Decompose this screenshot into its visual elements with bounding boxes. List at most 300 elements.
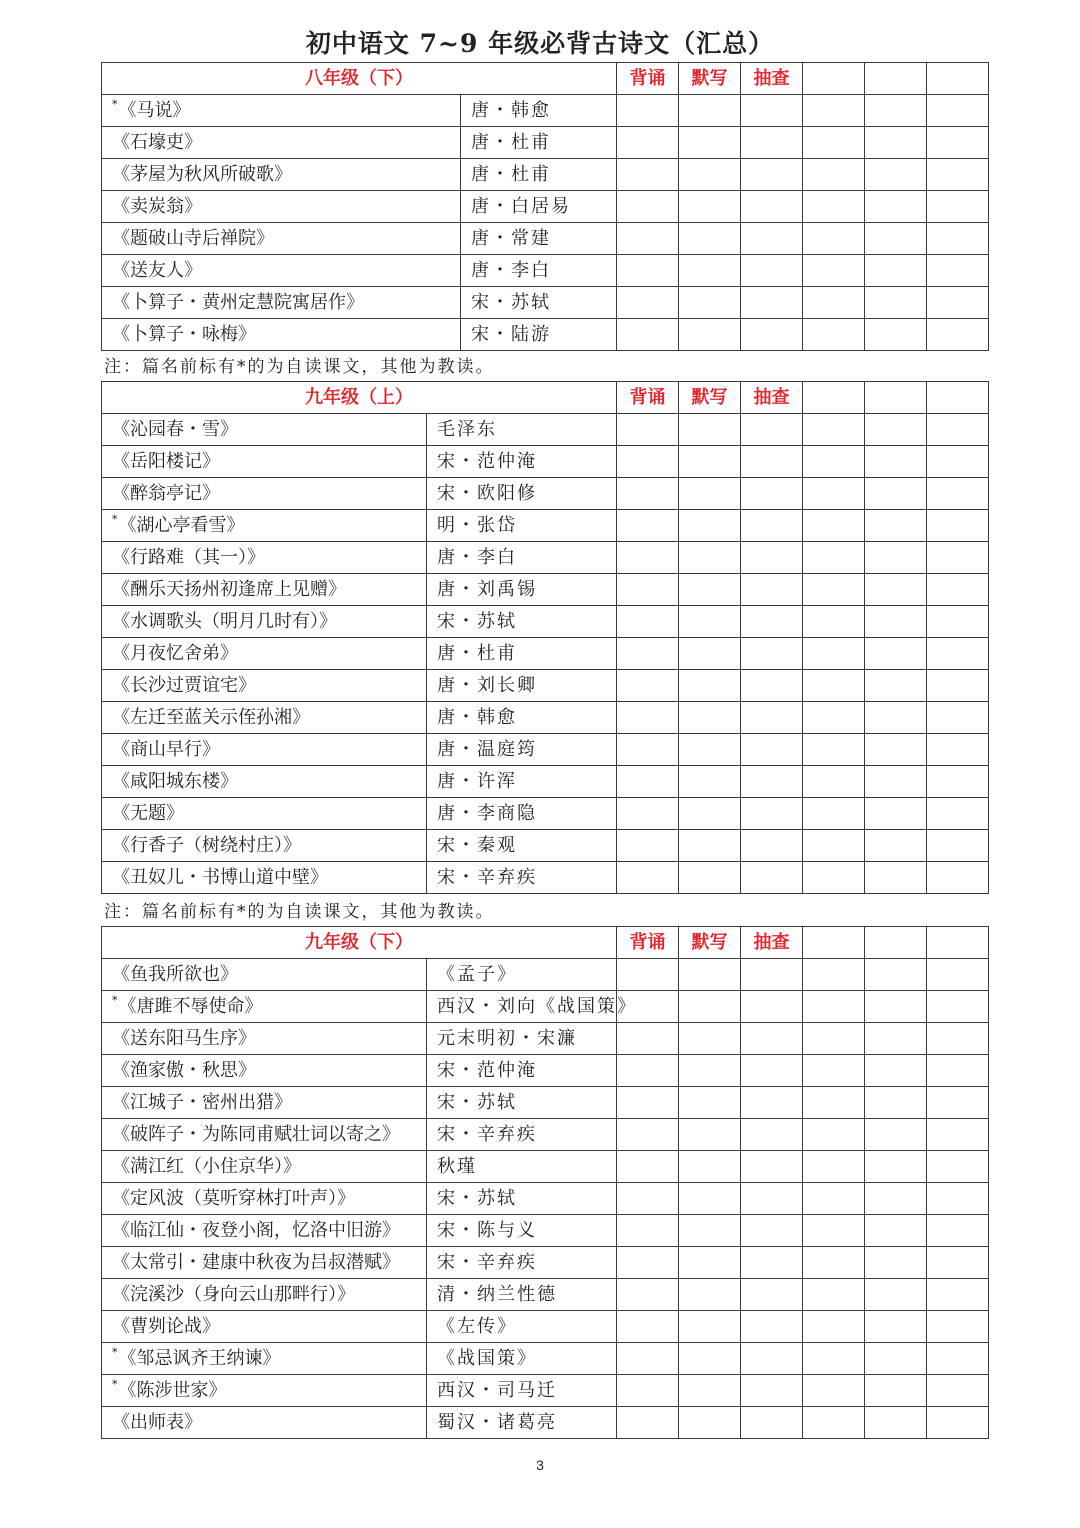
check-cell[interactable] [865,1023,927,1055]
check-cell[interactable] [803,1055,865,1087]
column-dictation: 默写 [679,382,741,414]
check-cell[interactable] [617,1151,679,1183]
column-recite: 背诵 [617,927,679,959]
poem-title-cell [102,1279,427,1311]
section-note: 注：篇名前标有*的为自读课文，其他为教读。 [104,357,495,377]
poem-title-cell [102,574,427,606]
check-cell[interactable] [803,127,865,159]
check-cell[interactable] [803,1407,865,1439]
check-cell[interactable] [927,1343,989,1375]
poem-title: 《酬乐天扬州初逢席上见赠》 [112,579,346,600]
check-cell[interactable] [803,542,865,574]
poem-title-cell [102,542,427,574]
check-cell[interactable] [865,1215,927,1247]
poem-author: 西汉・刘向《战国策》 [427,991,617,1023]
check-cell[interactable] [679,159,741,191]
check-cell[interactable] [803,670,865,702]
check-cell[interactable] [741,766,803,798]
check-cell[interactable] [741,1343,803,1375]
check-cell[interactable] [927,734,989,766]
check-cell[interactable] [803,319,865,351]
check-cell[interactable] [865,1375,927,1407]
check-cell[interactable] [679,127,741,159]
check-cell[interactable] [865,862,927,894]
check-cell[interactable] [803,862,865,894]
poem-author: 唐・刘禹锡 [427,574,617,606]
check-cell[interactable] [741,287,803,319]
check-cell[interactable] [927,766,989,798]
check-cell[interactable] [741,574,803,606]
check-cell[interactable] [741,1119,803,1151]
check-cell[interactable] [865,414,927,446]
check-cell[interactable] [741,95,803,127]
section-table-grade9-first [101,381,989,894]
check-cell[interactable] [617,1279,679,1311]
check-cell[interactable] [927,638,989,670]
section-table-grade9-second [101,926,989,1439]
poem-title-cell [102,991,427,1023]
check-cell[interactable] [865,798,927,830]
check-cell[interactable] [803,1279,865,1311]
check-cell[interactable] [927,1247,989,1279]
check-cell[interactable] [617,1055,679,1087]
poem-title-cell [102,95,461,127]
check-cell[interactable] [865,670,927,702]
check-cell[interactable] [741,1407,803,1439]
check-cell[interactable] [617,830,679,862]
poem-row [102,414,989,446]
check-cell[interactable] [617,414,679,446]
check-cell[interactable] [617,1119,679,1151]
poem-author: 宋・辛弃疾 [427,1247,617,1279]
check-cell[interactable] [803,1343,865,1375]
check-cell[interactable] [865,574,927,606]
check-cell[interactable] [617,1183,679,1215]
poem-title: 《醉翁亭记》 [112,483,220,504]
check-cell[interactable] [741,1279,803,1311]
check-cell[interactable] [927,414,989,446]
check-cell[interactable] [803,446,865,478]
poem-title-cell [102,510,427,542]
check-cell[interactable] [927,1375,989,1407]
poem-row [102,159,989,191]
check-cell[interactable] [679,1311,741,1343]
check-cell[interactable] [741,159,803,191]
poem-author: 唐・韩愈 [461,95,617,127]
check-cell[interactable] [927,1023,989,1055]
poem-row [102,191,989,223]
check-cell[interactable] [617,734,679,766]
check-cell[interactable] [679,1087,741,1119]
check-cell[interactable] [679,510,741,542]
check-cell[interactable] [617,510,679,542]
check-cell[interactable] [679,1055,741,1087]
check-cell[interactable] [741,798,803,830]
poem-row [102,1407,989,1439]
check-cell[interactable] [679,287,741,319]
check-cell[interactable] [679,542,741,574]
check-cell[interactable] [741,862,803,894]
check-cell[interactable] [927,1407,989,1439]
blank-check-cell[interactable] [927,63,989,95]
check-cell[interactable] [741,991,803,1023]
blank-check-cell[interactable] [865,927,927,959]
check-cell[interactable] [741,1023,803,1055]
check-cell[interactable] [679,798,741,830]
check-cell[interactable] [927,1215,989,1247]
check-cell[interactable] [865,95,927,127]
check-cell[interactable] [803,255,865,287]
check-cell[interactable] [803,574,865,606]
check-cell[interactable] [927,1183,989,1215]
poem-row [102,734,989,766]
poem-row [102,1343,989,1375]
poem-row [102,830,989,862]
check-cell[interactable] [741,1087,803,1119]
check-cell[interactable] [803,414,865,446]
poem-author: 西汉・司马迁 [427,1375,617,1407]
check-cell[interactable] [927,959,989,991]
check-cell[interactable] [741,734,803,766]
check-cell[interactable] [865,1087,927,1119]
check-cell[interactable] [617,638,679,670]
poem-author: 唐・刘长卿 [427,670,617,702]
poem-author: 唐・杜甫 [427,638,617,670]
poem-title: 《岳阳楼记》 [112,451,220,472]
check-cell[interactable] [803,991,865,1023]
check-cell[interactable] [617,95,679,127]
check-cell[interactable] [927,991,989,1023]
check-cell[interactable] [803,830,865,862]
poem-title-cell [102,1375,427,1407]
check-cell[interactable] [927,542,989,574]
column-check: 抽查 [741,927,803,959]
check-cell[interactable] [679,1343,741,1375]
check-cell[interactable] [741,670,803,702]
check-cell[interactable] [803,510,865,542]
check-cell[interactable] [927,127,989,159]
check-cell[interactable] [679,766,741,798]
check-cell[interactable] [741,478,803,510]
check-cell[interactable] [741,959,803,991]
poem-row [102,638,989,670]
check-cell[interactable] [865,191,927,223]
poem-title-cell [102,734,427,766]
poem-title-cell [102,1215,427,1247]
check-cell[interactable] [803,1023,865,1055]
blank-check-cell[interactable] [803,927,865,959]
check-cell[interactable] [617,223,679,255]
check-cell[interactable] [865,734,927,766]
poem-author: 宋・欧阳修 [427,478,617,510]
check-cell[interactable] [927,606,989,638]
poem-row [102,766,989,798]
check-cell[interactable] [865,991,927,1023]
check-cell[interactable] [803,191,865,223]
check-cell[interactable] [741,414,803,446]
check-cell[interactable] [617,1087,679,1119]
check-cell[interactable] [617,446,679,478]
poem-title-cell [102,1151,427,1183]
check-cell[interactable] [741,319,803,351]
check-cell[interactable] [803,478,865,510]
check-cell[interactable] [865,287,927,319]
check-cell[interactable] [865,1183,927,1215]
check-cell[interactable] [803,959,865,991]
check-cell[interactable] [865,542,927,574]
check-cell[interactable] [617,798,679,830]
check-cell[interactable] [741,1311,803,1343]
poem-row [102,510,989,542]
check-cell[interactable] [679,1279,741,1311]
blank-check-cell[interactable] [803,63,865,95]
check-cell[interactable] [927,287,989,319]
check-cell[interactable] [679,255,741,287]
check-cell[interactable] [741,606,803,638]
check-cell[interactable] [617,127,679,159]
check-cell[interactable] [803,1247,865,1279]
check-cell[interactable] [679,1183,741,1215]
check-cell[interactable] [803,798,865,830]
check-cell[interactable] [803,1119,865,1151]
check-cell[interactable] [927,1151,989,1183]
check-cell[interactable] [617,319,679,351]
check-cell[interactable] [803,1311,865,1343]
poem-row [102,1151,989,1183]
check-cell[interactable] [803,1183,865,1215]
check-cell[interactable] [679,1407,741,1439]
poem-title-cell [102,1343,427,1375]
check-cell[interactable] [865,127,927,159]
check-cell[interactable] [679,702,741,734]
check-cell[interactable] [617,606,679,638]
check-cell[interactable] [865,702,927,734]
check-cell[interactable] [927,830,989,862]
check-cell[interactable] [927,159,989,191]
check-cell[interactable] [741,830,803,862]
section-header-row [102,382,989,414]
check-cell[interactable] [679,191,741,223]
check-cell[interactable] [617,959,679,991]
check-cell[interactable] [865,1407,927,1439]
poem-row [102,446,989,478]
poem-row [102,702,989,734]
check-cell[interactable] [865,223,927,255]
check-cell[interactable] [927,446,989,478]
check-cell[interactable] [927,1279,989,1311]
check-cell[interactable] [865,606,927,638]
poem-author: 毛泽东 [427,414,617,446]
check-cell[interactable] [927,95,989,127]
check-cell[interactable] [927,478,989,510]
poem-row [102,1279,989,1311]
check-cell[interactable] [927,574,989,606]
poem-title-cell [102,1183,427,1215]
poem-row [102,1183,989,1215]
check-cell[interactable] [741,255,803,287]
check-cell[interactable] [741,446,803,478]
check-cell[interactable] [741,1375,803,1407]
check-cell[interactable] [679,1247,741,1279]
check-cell[interactable] [679,1215,741,1247]
poem-row [102,255,989,287]
check-cell[interactable] [679,959,741,991]
check-cell[interactable] [803,223,865,255]
check-cell[interactable] [865,1343,927,1375]
check-cell[interactable] [679,862,741,894]
check-cell[interactable] [741,127,803,159]
check-cell[interactable] [927,1311,989,1343]
check-cell[interactable] [679,830,741,862]
check-cell[interactable] [803,766,865,798]
check-cell[interactable] [803,1215,865,1247]
check-cell[interactable] [679,574,741,606]
check-cell[interactable] [927,191,989,223]
check-cell[interactable] [741,191,803,223]
check-cell[interactable] [741,1151,803,1183]
check-cell[interactable] [927,1087,989,1119]
check-cell[interactable] [741,542,803,574]
check-cell[interactable] [617,1215,679,1247]
check-cell[interactable] [617,478,679,510]
column-dictation: 默写 [679,63,741,95]
check-cell[interactable] [803,1087,865,1119]
poem-row [102,287,989,319]
check-cell[interactable] [741,1247,803,1279]
check-cell[interactable] [741,1183,803,1215]
check-cell[interactable] [679,1151,741,1183]
check-cell[interactable] [927,798,989,830]
check-cell[interactable] [803,606,865,638]
check-cell[interactable] [927,223,989,255]
blank-check-cell[interactable] [927,382,989,414]
poem-title-cell [102,702,427,734]
check-cell[interactable] [679,734,741,766]
check-cell[interactable] [679,670,741,702]
check-cell[interactable] [741,223,803,255]
check-cell[interactable] [679,95,741,127]
check-cell[interactable] [679,606,741,638]
check-cell[interactable] [617,255,679,287]
check-cell[interactable] [679,478,741,510]
check-cell[interactable] [803,159,865,191]
check-cell[interactable] [617,574,679,606]
check-cell[interactable] [679,414,741,446]
check-cell[interactable] [803,95,865,127]
check-cell[interactable] [679,1119,741,1151]
check-cell[interactable] [679,1375,741,1407]
check-cell[interactable] [865,766,927,798]
check-cell[interactable] [741,638,803,670]
check-cell[interactable] [927,510,989,542]
check-cell[interactable] [741,1215,803,1247]
check-cell[interactable] [679,446,741,478]
poem-author: 宋・苏轼 [427,606,617,638]
check-cell[interactable] [617,1023,679,1055]
poem-title: 《行路难（其一）》 [112,547,265,568]
poem-author: 清・纳兰性德 [427,1279,617,1311]
check-cell[interactable] [865,319,927,351]
check-cell[interactable] [679,319,741,351]
check-cell[interactable] [927,862,989,894]
poem-title: 《卜算子・黄州定慧院寓居作》 [112,292,364,313]
poem-title-cell [102,446,427,478]
check-cell[interactable] [865,159,927,191]
poem-row [102,319,989,351]
check-cell[interactable] [679,991,741,1023]
check-cell[interactable] [865,1151,927,1183]
check-cell[interactable] [865,638,927,670]
check-cell[interactable] [803,638,865,670]
check-cell[interactable] [803,734,865,766]
check-cell[interactable] [617,159,679,191]
check-cell[interactable] [617,1343,679,1375]
check-cell[interactable] [617,862,679,894]
blank-check-cell[interactable] [803,382,865,414]
poem-author: 宋・陈与义 [427,1215,617,1247]
check-cell[interactable] [927,255,989,287]
check-cell[interactable] [865,830,927,862]
check-cell[interactable] [865,255,927,287]
check-cell[interactable] [741,510,803,542]
check-cell[interactable] [617,1407,679,1439]
check-cell[interactable] [865,1311,927,1343]
check-cell[interactable] [617,1247,679,1279]
check-cell[interactable] [617,287,679,319]
blank-check-cell[interactable] [865,63,927,95]
check-cell[interactable] [679,1023,741,1055]
check-cell[interactable] [865,478,927,510]
check-cell[interactable] [865,510,927,542]
check-cell[interactable] [865,959,927,991]
check-cell[interactable] [927,702,989,734]
check-cell[interactable] [927,1119,989,1151]
check-cell[interactable] [865,1055,927,1087]
poem-title: 《题破山寺后禅院》 [112,228,274,249]
check-cell[interactable] [679,223,741,255]
poem-author: 《左传》 [427,1311,617,1343]
check-cell[interactable] [617,1311,679,1343]
check-cell[interactable] [803,1151,865,1183]
check-cell[interactable] [865,1119,927,1151]
check-cell[interactable] [617,766,679,798]
check-cell[interactable] [927,319,989,351]
blank-check-cell[interactable] [865,382,927,414]
check-cell[interactable] [617,1375,679,1407]
blank-check-cell[interactable] [927,927,989,959]
poem-title: 《送友人》 [112,260,202,281]
check-cell[interactable] [679,638,741,670]
check-cell[interactable] [741,1055,803,1087]
check-cell[interactable] [865,1279,927,1311]
check-cell[interactable] [741,702,803,734]
poem-row [102,1087,989,1119]
check-cell[interactable] [927,1055,989,1087]
check-cell[interactable] [617,542,679,574]
check-cell[interactable] [803,1375,865,1407]
check-cell[interactable] [865,1247,927,1279]
poem-title: 《茅屋为秋风所破歌》 [112,164,292,185]
check-cell[interactable] [803,287,865,319]
poem-title: 《满江红（小住京华）》 [112,1156,301,1177]
check-cell[interactable] [927,670,989,702]
check-cell[interactable] [617,191,679,223]
check-cell[interactable] [617,702,679,734]
check-cell[interactable] [617,670,679,702]
check-cell[interactable] [865,446,927,478]
check-cell[interactable] [803,702,865,734]
poem-author: 唐・常建 [461,223,617,255]
